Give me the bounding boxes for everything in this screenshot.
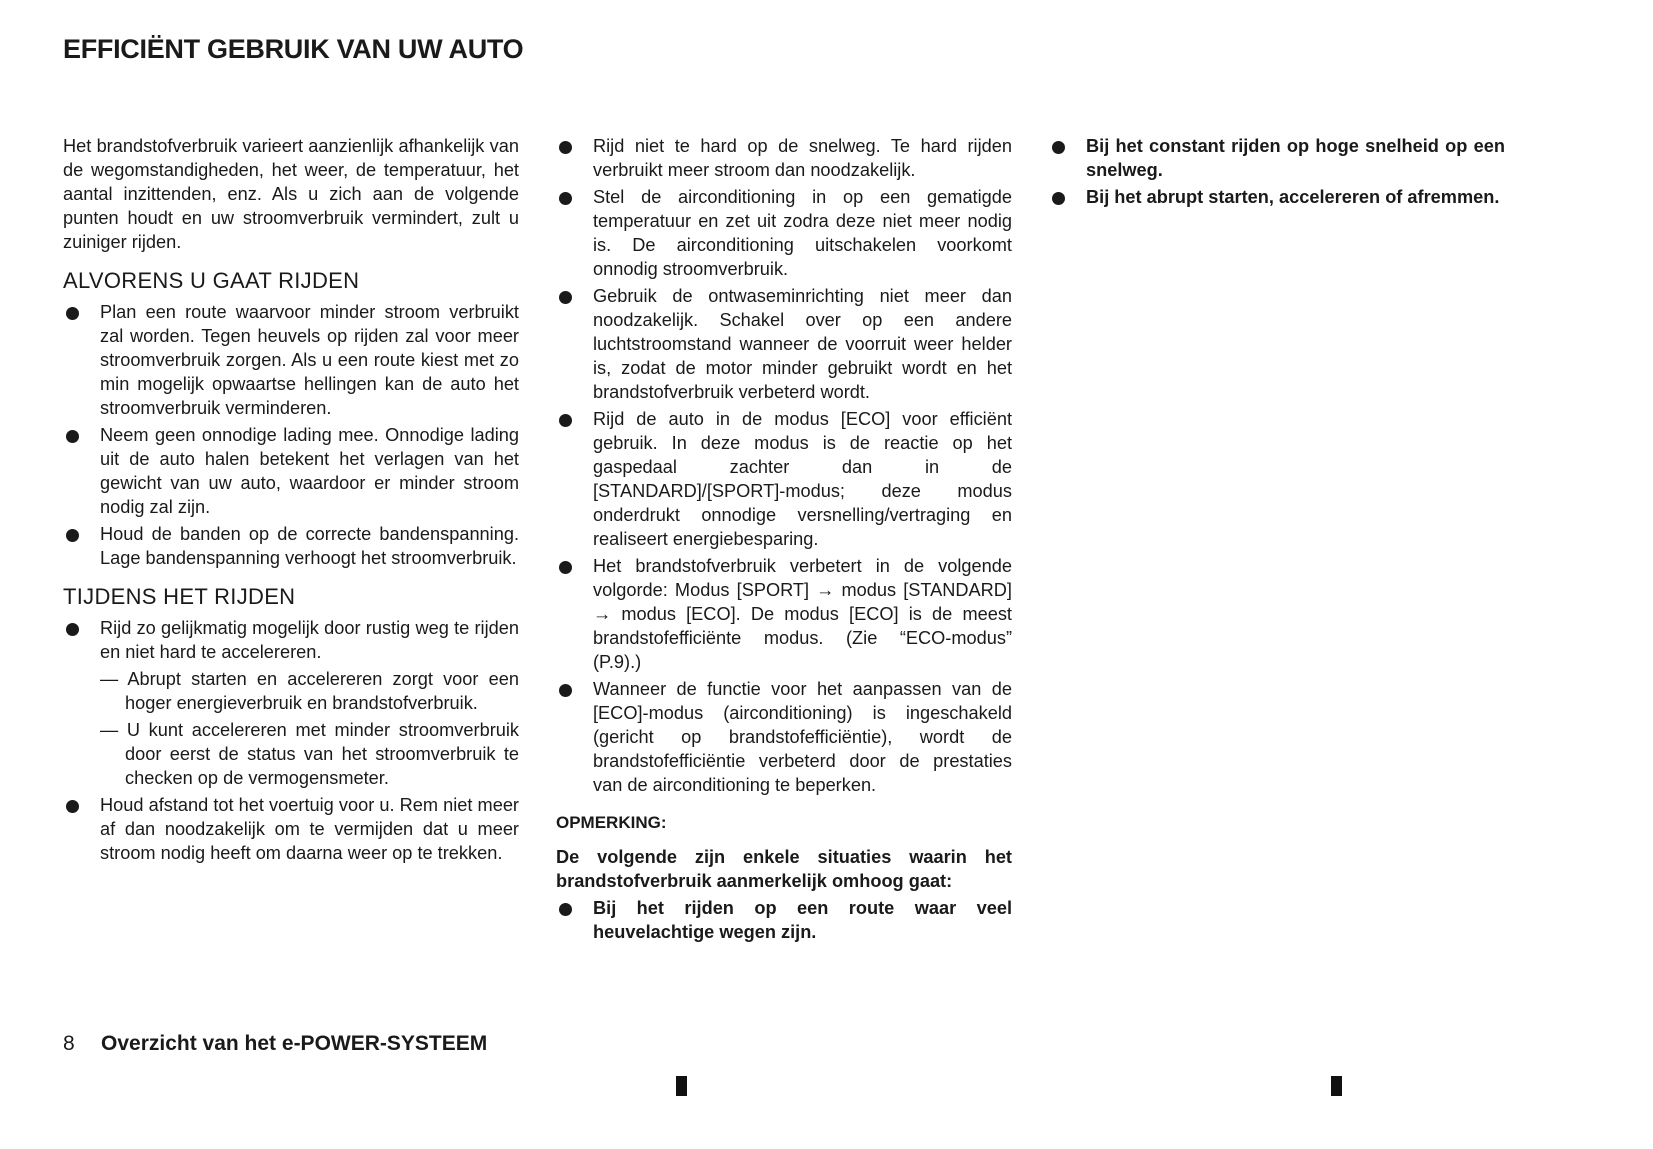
bullet-item <box>556 896 1012 944</box>
bullet-text: Houd de banden op de correcte bandenspanning. Lage bandenspanning verhoogt het stroomverbruik. <box>100 524 519 568</box>
crop-mark <box>676 1076 687 1096</box>
bullet-icon <box>66 529 79 542</box>
bullet-item <box>556 677 1012 797</box>
bullet-item <box>63 616 519 664</box>
column-3 <box>1049 134 1505 212</box>
bullet-item <box>63 522 519 570</box>
paragraph: De volgende zijn enkele situaties waarin het brandstofverbruik aanmerkelijk omhoog gaat: <box>556 847 1012 891</box>
bullet-icon <box>66 307 79 320</box>
bullet-icon <box>559 192 572 205</box>
bullet-icon <box>66 430 79 443</box>
note-label: OPMERKING: <box>556 813 667 832</box>
dash-item: — Abrupt starten en accelereren zorgt voor een hoger energieverbruik en brandstofverbruik. <box>100 669 519 713</box>
section-heading: TIJDENS HET RIJDEN <box>63 584 296 609</box>
bullet-icon <box>559 141 572 154</box>
bullet-text: Bij het constant rijden op hoge snelheid op een snelweg. <box>1086 136 1505 180</box>
bullet-text: Neem geen onnodige lading mee. Onnodige lading uit de auto halen betekent het verlagen van het gewicht van uw auto, waardoor er minder stroom nodig zal zijn. <box>100 425 519 517</box>
bullet-item <box>63 793 519 865</box>
bullet-icon <box>66 800 79 813</box>
bullet-text: Stel de airconditioning in op een gematigde temperatuur en zet uit zodra deze niet meer nodig is. De airconditioning uitschakelen voorkomt onnodig stroomverbruik. <box>593 187 1012 279</box>
bullet-item <box>1049 134 1505 182</box>
bullet-text: Rijd zo gelijkmatig mogelijk door rustig weg te rijden en niet hard te accelereren. <box>100 618 519 662</box>
bullet-item <box>63 300 519 420</box>
bullet-text: Houd afstand tot het voertuig voor u. Rem niet meer af dan noodzakelijk om te vermijden dat u meer stroom nodig heeft om daarna weer op te trekken. <box>100 795 519 863</box>
bullet-icon <box>1052 141 1065 154</box>
bullet-icon <box>66 623 79 636</box>
bullet-item <box>556 554 1012 674</box>
bullet-text: Gebruik de ontwaseminrichting niet meer dan noodzakelijk. Schakel over op een andere luchtstroomstand wanneer de voorruit weer helder is, zodat de motor minder gebruikt wordt en het brandstofverbruik verbeterd wordt. <box>593 286 1012 402</box>
column-2 <box>556 134 1012 947</box>
bullet-icon <box>559 561 572 574</box>
bullet-item <box>556 407 1012 551</box>
bullet-text: Bij het rijden op een route waar veel heuvelachtige wegen zijn. <box>593 898 1012 942</box>
bullet-item <box>1049 185 1505 209</box>
bullet-text: Het brandstofverbruik verbetert in de volgende volgorde: Modus [SPORT] → modus [STANDARD] → modus [ECO]. De modus [ECO] is de meest brandstofefficiënte modus. (Zie “ECO-modus” (P.9).) <box>593 556 1012 672</box>
bullet-item <box>63 423 519 519</box>
page-footer <box>63 1032 487 1056</box>
bullet-item <box>556 185 1012 281</box>
bullet-icon <box>559 414 572 427</box>
crop-mark <box>1331 1076 1342 1096</box>
bullet-icon <box>559 684 572 697</box>
bullet-icon <box>559 291 572 304</box>
bullet-text: Plan een route waarvoor minder stroom verbruikt zal worden. Tegen heuvels op rijden zal voor meer stroomverbruik zorgen. Als u een route kiest met zo min mogelijk opwaartse hellingen kan de auto het stroomverbruik verminderen. <box>100 302 519 418</box>
column-1 <box>63 134 519 868</box>
bullet-item <box>556 134 1012 182</box>
bullet-text: Bij het abrupt starten, accelereren of afremmen. <box>1086 187 1500 207</box>
bullet-text: Wanneer de functie voor het aanpassen van de [ECO]-modus (airconditioning) is ingeschakeld (gericht op brandstofefficiëntie), wordt de brandstofefficiëntie verbeterd door de prestaties van de airconditioning te beperken. <box>593 679 1012 795</box>
section-heading: ALVORENS U GAAT RIJDEN <box>63 268 360 293</box>
bullet-text: Rijd niet te hard op de snelweg. Te hard rijden verbruikt meer stroom dan noodzakelijk. <box>593 136 1012 180</box>
bullet-item <box>556 284 1012 404</box>
page-number: 8 <box>63 1032 75 1055</box>
page-title: EFFICIËNT GEBRUIK VAN UW AUTO <box>63 34 524 64</box>
section-title: Overzicht van het e-POWER-SYSTEEM <box>101 1032 488 1055</box>
bullet-icon <box>559 903 572 916</box>
paragraph: Het brandstofverbruik varieert aanzienlijk afhankelijk van de wegomstandigheden, het weer, de temperatuur, het aantal inzittenden, enz. Als u zich aan de volgende punten houdt en uw stroomverbruik vermindert, zult u zuiniger rijden. <box>63 136 519 252</box>
bullet-text: Rijd de auto in de modus [ECO] voor efficiënt gebruik. In deze modus is de reactie op het gaspedaal zachter dan in de [STANDARD]/[SPORT]-modus; deze modus onderdrukt onnodige versnelling/vertraging en realiseert energiebesparing. <box>593 409 1012 549</box>
bullet-icon <box>1052 192 1065 205</box>
dash-item: — U kunt accelereren met minder stroomverbruik door eerst de status van het stroomverbruik te checken op de vermogensmeter. <box>100 720 519 788</box>
